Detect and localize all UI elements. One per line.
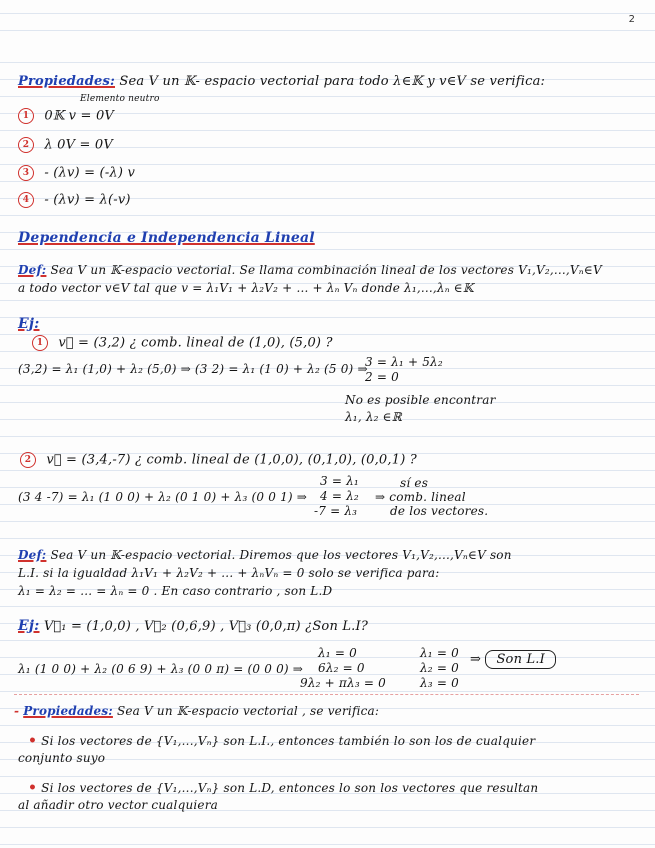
example-label: Ej: bbox=[18, 618, 40, 634]
definition-2-line-3: λ₁ = λ₂ = ... = λₙ = 0 . En caso contrario , son L.D bbox=[18, 584, 333, 598]
example-label: Ej: bbox=[18, 316, 40, 332]
example-1-question-1 bbox=[32, 335, 333, 351]
bullet-icon: • bbox=[28, 780, 38, 796]
result-box: Son L.I bbox=[485, 650, 556, 669]
example-1-calc-1: (3,2) = λ₁ (1,0) + λ₂ (5,0) ⇒ (3 2) = λ₁ (1 0) + λ₂ (5 0) ⇒ bbox=[18, 362, 368, 376]
property-formula: - (λv) = λ(-v) bbox=[44, 192, 131, 208]
system-3-eq-b: 6λ₂ = 0 bbox=[318, 661, 365, 675]
properties-2-intro-line: - Propiedades: Sea V un 𝕂-espacio vectorial , se verifica: bbox=[14, 704, 380, 718]
bullet-icon: • bbox=[28, 733, 38, 749]
definition-2-line-2: L.I. si la igualdad λ₁V₁ + λ₂V₂ + ... + λₙVₙ = 0 solo se verifica para: bbox=[18, 566, 440, 580]
property-item-1 bbox=[18, 108, 114, 124]
note-2-a: sí es bbox=[400, 476, 429, 490]
system-1-eq-b: 2 = 0 bbox=[365, 370, 399, 384]
result-eq-a: λ₁ = 0 bbox=[420, 646, 459, 660]
definition-text: Sea V un 𝕂-espacio vectorial. Se llama combinación lineal de los vectores V₁,V₂,...,Vₙ∈V bbox=[50, 263, 602, 277]
system-3-eq-c: 9λ₂ + πλ₃ = 0 bbox=[300, 676, 386, 690]
divider-line bbox=[14, 694, 639, 695]
bullet-2-line-2: al añadir otro vector cualquiera bbox=[18, 798, 219, 812]
section-title-line bbox=[18, 230, 315, 246]
example-1-label-line bbox=[18, 316, 40, 332]
note-2-c: de los vectores. bbox=[390, 504, 489, 518]
example-2-calc: λ₁ (1 0 0) + λ₂ (0 6 9) + λ₃ (0 0 π) = (0 0 0) ⇒ bbox=[18, 662, 304, 676]
number-circle-icon: 2 bbox=[18, 137, 34, 153]
property-item-3 bbox=[18, 165, 135, 181]
system-2-eq-b: 4 = λ₂ bbox=[320, 489, 359, 503]
implies-arrow: ⇒ bbox=[470, 652, 482, 667]
properties-intro-line bbox=[18, 74, 545, 89]
property-item-4 bbox=[18, 192, 131, 208]
result-eq-b: λ₂ = 0 bbox=[420, 661, 459, 675]
note-1-b: λ₁, λ₂ ∈ℝ bbox=[345, 410, 402, 424]
definition-1-line-1 bbox=[18, 263, 602, 277]
section-title: Dependencia e Independencia Lineal bbox=[18, 230, 315, 246]
note-1-a: No es posible encontrar bbox=[345, 393, 496, 407]
example-1-question-2 bbox=[20, 452, 417, 468]
number-circle-icon: 1 bbox=[32, 335, 48, 351]
properties-heading: Propiedades: bbox=[18, 74, 115, 89]
property-item-2 bbox=[18, 137, 113, 153]
page-number: 2 bbox=[628, 14, 635, 25]
note-2-b: ⇒ comb. lineal bbox=[375, 490, 466, 504]
number-circle-icon: 2 bbox=[20, 452, 36, 468]
neutral-element-note: Elemento neutro bbox=[80, 94, 160, 104]
example-2-question-line bbox=[18, 618, 368, 634]
bullet-1-line-2: conjunto suyo bbox=[18, 751, 106, 765]
system-3-eq-a: λ₁ = 0 bbox=[318, 646, 357, 660]
question-text: V⃗₁ = (1,0,0) , V⃗₂ (0,6,9) , V⃗₃ (0,0,π) ¿Son L.I? bbox=[43, 619, 369, 634]
bullet-text: Si los vectores de {V₁,...,Vₙ} son L.D, entonces lo son los vectores que resultan bbox=[41, 781, 539, 795]
number-circle-icon: 4 bbox=[18, 192, 34, 208]
number-circle-icon: 1 bbox=[18, 108, 34, 124]
property-formula: λ 0V = 0V bbox=[44, 137, 113, 153]
bullet-1-line-1 bbox=[28, 733, 535, 749]
system-2-eq-a: 3 = λ₁ bbox=[320, 474, 359, 488]
properties-2-intro: Sea V un 𝕂-espacio vectorial , se verifica: bbox=[116, 704, 380, 718]
property-formula: - (λv) = (-λ) v bbox=[44, 165, 136, 181]
system-1-eq-a: 3 = λ₁ + 5λ₂ bbox=[365, 355, 443, 369]
properties-intro: Sea V un 𝕂- espacio vectorial para todo λ∈𝕂 y v∈V se verifica: bbox=[119, 74, 546, 89]
definition-label: Def: bbox=[18, 548, 47, 562]
result-eq-c: λ₃ = 0 bbox=[420, 676, 459, 690]
definition-2-line-1 bbox=[18, 548, 512, 562]
example-1-calc-2: (3 4 -7) = λ₁ (1 0 0) + λ₂ (0 1 0) + λ₃ (0 0 1) ⇒ bbox=[18, 490, 308, 504]
question-text: v⃗ = (3,2) ¿ comb. lineal de (1,0), (5,0) ? bbox=[58, 335, 333, 351]
question-text: v⃗ = (3,4,-7) ¿ comb. lineal de (1,0,0), (0,1,0), (0,0,1) ? bbox=[46, 452, 417, 468]
result-conclusion bbox=[470, 652, 556, 667]
definition-1-line-2: a todo vector v∈V tal que v = λ₁V₁ + λ₂V₂ + ... + λₙ Vₙ donde λ₁,...,λₙ ∈𝕂 bbox=[18, 281, 474, 295]
definition-text: Sea V un 𝕂-espacio vectorial. Diremos que los vectores V₁,V₂,...,Vₙ∈V son bbox=[50, 548, 512, 562]
system-2-eq-c: -7 = λ₃ bbox=[314, 504, 358, 518]
bullet-2-line-1 bbox=[28, 780, 538, 796]
bullet-text: Si los vectores de {V₁,...,Vₙ} son L.I., entonces también lo son los de cualquier bbox=[41, 734, 536, 748]
number-circle-icon: 3 bbox=[18, 165, 34, 181]
definition-label: Def: bbox=[18, 263, 47, 277]
property-formula: 0𝕂 v = 0V bbox=[44, 108, 115, 124]
properties-2-heading: Propiedades: bbox=[23, 704, 113, 718]
